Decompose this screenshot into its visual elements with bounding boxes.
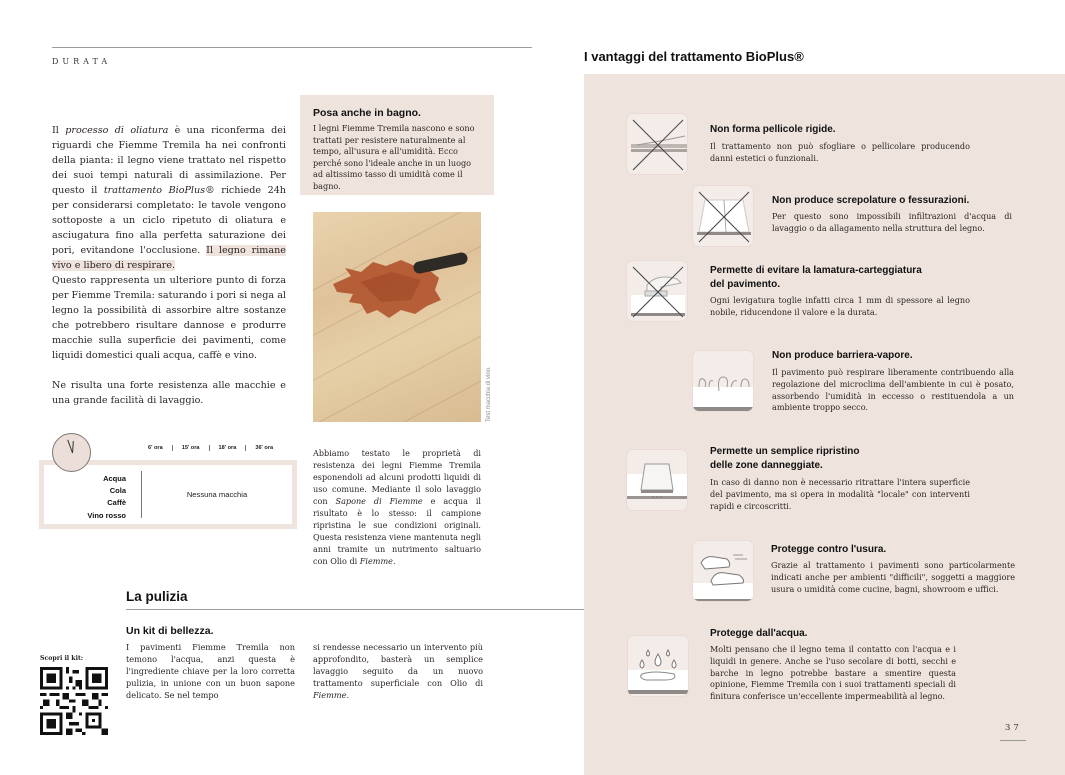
- kit-subheading: Un kit di bellezza.: [126, 625, 214, 637]
- highlighted-sentence: Il legno rimane vivo e libero di respirare.: [52, 245, 286, 271]
- advantage-title: Non forma pellicole rigide.: [710, 124, 836, 135]
- photo-caption: Test macchia di vino.: [486, 366, 492, 422]
- crossed-film-icon: [626, 113, 688, 175]
- time-label: 36' ora: [245, 445, 282, 451]
- bath-callout: [300, 95, 494, 195]
- liquid-label: Cola: [109, 486, 126, 496]
- kit-text-column-1: I pavimenti Fiemme Tremila non temono l'acqua, anzi questa è l'ingrediente chiave per la loro corretta pulizia, in unione con un buon sapone delicato. Se nel tempo: [126, 642, 295, 700]
- cleaning-heading: La pulizia: [126, 589, 188, 604]
- intro-paragraph-2: Questo rappresenta un ulteriore punto di forza per Fiemme Tremila: saturando i pori si nega al legno la possibilità di assorbire altre sostanze che potrebbero risultare dannose e produrre macchie sulla superficie dei pavimenti, come liquidi domestici quali acqua, caffè e vino.: [52, 275, 286, 361]
- advantage-title: Protegge dall'acqua.: [710, 628, 808, 639]
- page-number-rule: [1000, 740, 1026, 741]
- liquid-label: Acqua: [103, 474, 126, 483]
- shoes-icon: [692, 540, 754, 602]
- time-label: 6' ora: [148, 445, 163, 451]
- advantage-title: Non produce barriera-vapore.: [772, 350, 913, 361]
- intro-paragraph-3: Ne risulta una forte resistenza alle macchie e una grande facilità di lavaggio.: [52, 380, 286, 406]
- bath-callout-title: Posa anche in bagno.: [313, 107, 421, 119]
- section-label: DURATA: [52, 57, 112, 66]
- stain-result: Nessuna macchia: [186, 490, 248, 499]
- advantage-title: Non produce screpolature o fessurazioni.: [772, 195, 970, 206]
- bath-callout-text: I legni Fiemme Tremila nascono e sono trattati per resistere naturalmente al tempo, all'usura e all'umidità. Ecco perché sono l'ideale anche in un luogo ad altissimo tasso di umidità come il bagno.: [313, 123, 475, 191]
- intro-text: [52, 123, 286, 408]
- qr-code[interactable]: [40, 667, 108, 735]
- advantage-text: Il pavimento può respirare liberamente contribuendo alla regolazione del microclima dell'ambiente in cui è posato, assorbendo l'umidità in eccesso o restituendola a un ambiente troppo secco.: [772, 367, 1014, 413]
- wine-stain-photo: [313, 212, 481, 422]
- advantage-title: Protegge contro l'usura.: [771, 544, 887, 555]
- advantage-text: Per questo sono impossibili infiltrazioni d'acqua di lavaggio o da allagamento nella struttura del legno.: [772, 211, 1012, 233]
- crossed-crack-icon: [692, 185, 754, 247]
- liquids-list: [44, 465, 126, 524]
- liquid-label: Caffè: [107, 498, 126, 508]
- time-label: 18' ora: [209, 445, 246, 451]
- advantage-text: In caso di danno non è necessario ritrattare l'intera superficie del pavimento, ma si opera in modalità "locale" con interventi rapidi e circoscritti.: [710, 477, 970, 511]
- test-description: Abbiamo testato le proprietà di resistenza dei legni Fiemme Tremila esponendoli ad alcuni prodotti liquidi di uso comune. Mediante il solo lavaggio con Sapone di Fiemme e acqua il risultato è lo stesso: il campione ripristina le sue condizioni originali. Questa resistenza viene mantenuta negli anni tramite un nutrimento saltuario con Olio di Fiemme.: [313, 448, 482, 566]
- cleaning-rule: [126, 609, 584, 610]
- vapor-icon: [692, 350, 754, 412]
- kit-text-column-2: si rendesse necessario un intervento più approfondito, basterà un semplice lavaggio seguito da un nuovo trattamento superficiale con Olio di Fiemme.: [313, 642, 483, 700]
- advantage-text: Il trattamento non può sfogliare o pellicolare producendo danni estetici o funzionali.: [710, 141, 970, 163]
- liquid-label: Vino rosso: [87, 510, 126, 520]
- advantage-title: Permette di evitare la lamatura-carteggiatura del pavimento.: [710, 265, 922, 290]
- advantage-text: Molti pensano che il legno tema il contatto con l'acqua e i liquidi in genere. Anche se l'uso secolare di botti, secchi e barche in legno potrebbe bastare a smentire questa opinione, Fiemme Tremila con i suoi trattamenti speciali di finitura conferisce un'eccellente impermeabilità al legno.: [710, 644, 956, 702]
- intro-paragraph-1: Il processo di oliatura è una riconferma dei riguardi che Fiemme Tremila ha nei confronti della pianta: il legno viene trattato nel rispetto dei suoi tempi naturali di assimilazione. Per questo il trattamento BioPlus® richiede 24h per considerarsi completato: le tavole vengono sottoposte a un ciclo ripetuto di oliatura e asciugatura fino alla perfetta saturazione dei pori, evitandone l'occlusione. Il legno rimane vivo e libero di respirare.: [52, 125, 286, 271]
- top-rule: [52, 47, 532, 48]
- page-number: 37: [1005, 723, 1022, 733]
- time-label: 15' ora: [172, 445, 209, 451]
- advantages-title: I vantaggi del trattamento BioPlus®: [584, 49, 804, 64]
- qr-label: Scopri il kit:: [40, 655, 84, 662]
- advantage-title: Permette un semplice ripristino delle zone danneggiate.: [710, 446, 860, 471]
- time-columns: [140, 445, 282, 451]
- crossed-sander-icon: [626, 260, 688, 322]
- advantage-text: Ogni levigatura toglie infatti circa 1 mm di spessore al legno nobile, riducendone il valore e la durata.: [710, 295, 970, 317]
- advantage-text: Grazie al trattamento i pavimenti sono particolarmente indicati anche per ambienti "difficili", soggetti a maggiore usura o umidità come cucine, bagni, showroom e uffici.: [771, 560, 1015, 594]
- plank-repair-icon: [626, 449, 688, 511]
- water-drops-icon: [627, 635, 689, 697]
- clock-icon: [52, 433, 91, 472]
